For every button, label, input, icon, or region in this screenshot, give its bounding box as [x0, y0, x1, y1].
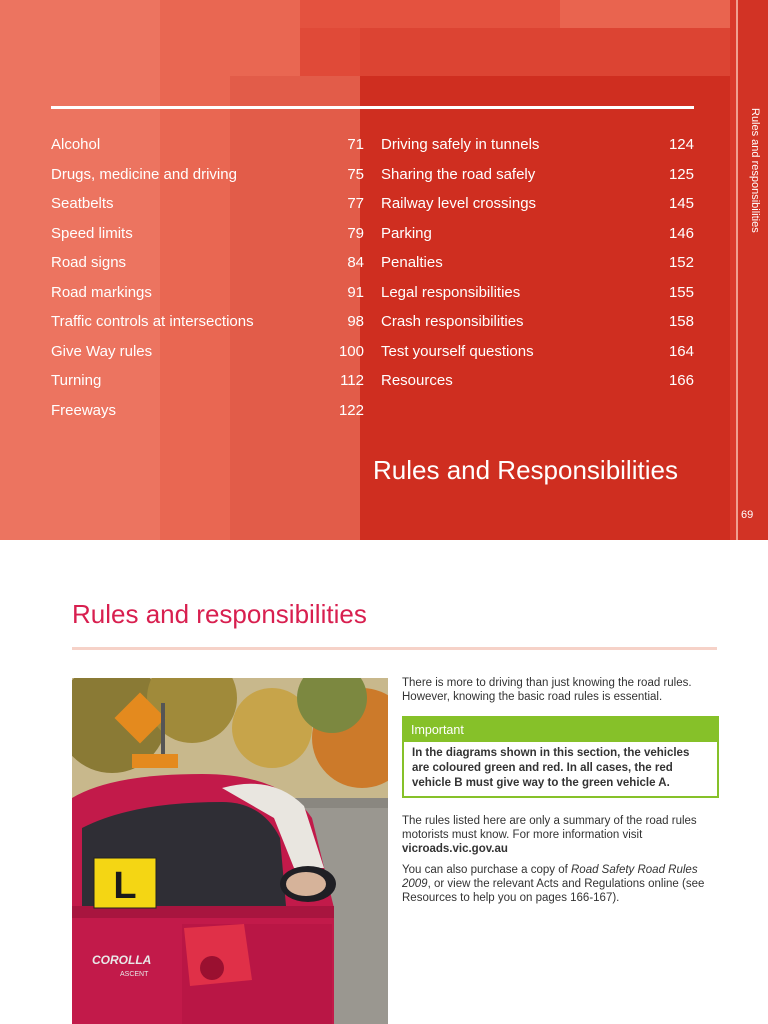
toc-item[interactable]: Give Way rules 100 [51, 342, 364, 360]
toc-item[interactable]: Drugs, medicine and driving 75 [51, 165, 364, 183]
important-body: In the diagrams shown in this section, the vehicles are coloured green and red. In all cases, the red vehicle B must give way to the green vehicle A. [412, 747, 690, 789]
toc-item[interactable]: Test yourself questions 164 [381, 342, 694, 360]
summary-paragraph: The rules listed here are only a summary of the road rules motorists must know. For more information visit vicroads.vic.gov.au [402, 815, 697, 855]
side-tab-label: Rules and responsibilities [749, 108, 761, 233]
toc-item[interactable]: Freeways 122 [51, 401, 364, 419]
svg-text:L: L [113, 865, 137, 907]
intro-text: There is more to driving than just knowing the road rules. However, knowing the basic road rules is essential. [402, 677, 692, 703]
toc-item[interactable]: Driving safely in tunnels 124 [381, 136, 694, 153]
toc-left-column [51, 136, 364, 431]
important-title: Important [404, 718, 717, 742]
svg-text:ASCENT: ASCENT [120, 971, 149, 978]
toc-item[interactable]: Road signs 84 [51, 254, 364, 271]
toc-item[interactable]: Sharing the road safely 125 [381, 165, 694, 183]
toc-item[interactable]: Parking 146 [381, 224, 694, 242]
toc-item[interactable]: Legal responsibilities 155 [381, 283, 694, 301]
toc-item[interactable]: Penalties 152 [381, 254, 694, 271]
toc-item[interactable]: Railway level crossings 145 [381, 195, 694, 212]
toc-item[interactable]: Seatbelts 77 [51, 195, 364, 212]
heading-divider [72, 647, 717, 650]
section-title: Rules and Responsibilities [373, 455, 678, 485]
svg-text:COROLLA: COROLLA [92, 953, 152, 967]
side-tab-strip [736, 0, 768, 540]
toc-item[interactable]: Crash responsibilities 158 [381, 313, 694, 330]
toc-item[interactable]: Turning 112 [51, 372, 364, 389]
toc-right-column [381, 136, 694, 402]
vicroads-link[interactable]: vicroads.vic.gov.au [402, 843, 508, 855]
learner-car-photo [72, 678, 388, 1024]
toc-item[interactable]: Alcohol 71 [51, 136, 364, 153]
toc-item[interactable]: Speed limits 79 [51, 224, 364, 242]
l-plate-icon [94, 858, 156, 908]
divider [51, 106, 694, 109]
toc-item[interactable]: Road markings 91 [51, 283, 364, 301]
purchase-paragraph: You can also purchase a copy of Road Safety Road Rules 2009, or view the relevant Acts and Regulations online (see Resources to help you on pages 166-167). [402, 864, 705, 904]
toc-item[interactable]: Resources 166 [381, 372, 694, 389]
toc-item[interactable]: Traffic controls at intersections 98 [51, 313, 364, 330]
page-number: 69 [741, 509, 754, 521]
important-callout [402, 716, 719, 798]
page-heading: Rules and responsibilities [72, 599, 367, 629]
road-rules-title: Road Safety Road Rules 2009 [402, 864, 698, 890]
